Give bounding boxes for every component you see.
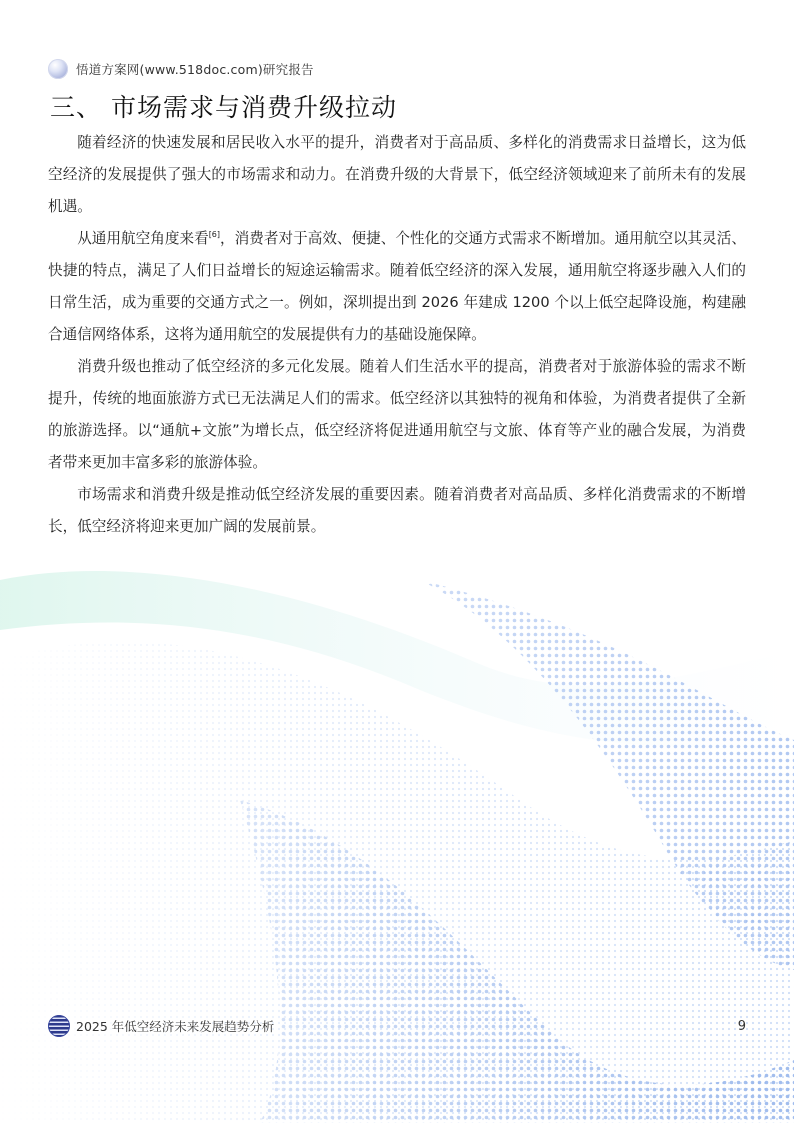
striped-globe-logo-icon: [48, 1015, 70, 1037]
paragraph-text: 从通用航空角度来看: [77, 230, 209, 247]
page-footer: [48, 1014, 746, 1038]
citation-reference: [6]: [208, 230, 221, 240]
paragraph-general-aviation: [48, 223, 746, 351]
paragraph-market-demand: 随着经济的快速发展和居民收入水平的提升，消费者对于高品质、多样化的消费需求日益增长，这为低空经济的发展提供了强大的市场需求和动力。在消费升级的大背景下，低空经济领域迎来了前所未有的发展机遇。: [48, 134, 746, 215]
header-site-name: 悟道方案网(www.518doc.com)研究报告: [76, 62, 314, 77]
paragraph-conclusion: 市场需求和消费升级是推动低空经济发展的重要因素。随着消费者对高品质、多样化消费需求的不断增长，低空经济将迎来更加广阔的发展前景。: [48, 486, 746, 535]
paragraph-text: ，消费者对于高效、便捷、个性化的交通方式需求不断增加。通用航空以其灵活、快捷的特点，满足了人们日益增长的短途运输需求。随着低空经济的深入发展，通用航空将逐步融入人们的日常生活，成为重要的交通方式之一。例如，深圳提出到 2026 年建成 1200 个以上低空起降设施，构建融合通信网络体系，这将为通用航空的发展提供有力的基础设施保障。: [48, 230, 746, 343]
section-title: 三、 市场需求与消费升级拉动: [50, 93, 397, 122]
page-header: [48, 58, 314, 80]
footer-report-title: 2025 年低空经济未来发展趋势分析: [76, 1019, 275, 1034]
paragraph-diversified-development: 消费升级也推动了低空经济的多元化发展。随着人们生活水平的提高，消费者对于旅游体验的需求不断提升，传统的地面旅游方式已无法满足人们的需求。低空经济以其独特的视角和体验，为消费者提供了全新的旅游选择。以“通航+文旅”为增长点，低空经济将促进通用航空与文旅、体育等产业的融合发展，为消费者带来更加丰富多彩的旅游体验。: [48, 358, 746, 471]
body-text: [48, 127, 746, 543]
page-number: 9: [737, 1018, 746, 1034]
sphere-logo-icon: [48, 59, 68, 79]
